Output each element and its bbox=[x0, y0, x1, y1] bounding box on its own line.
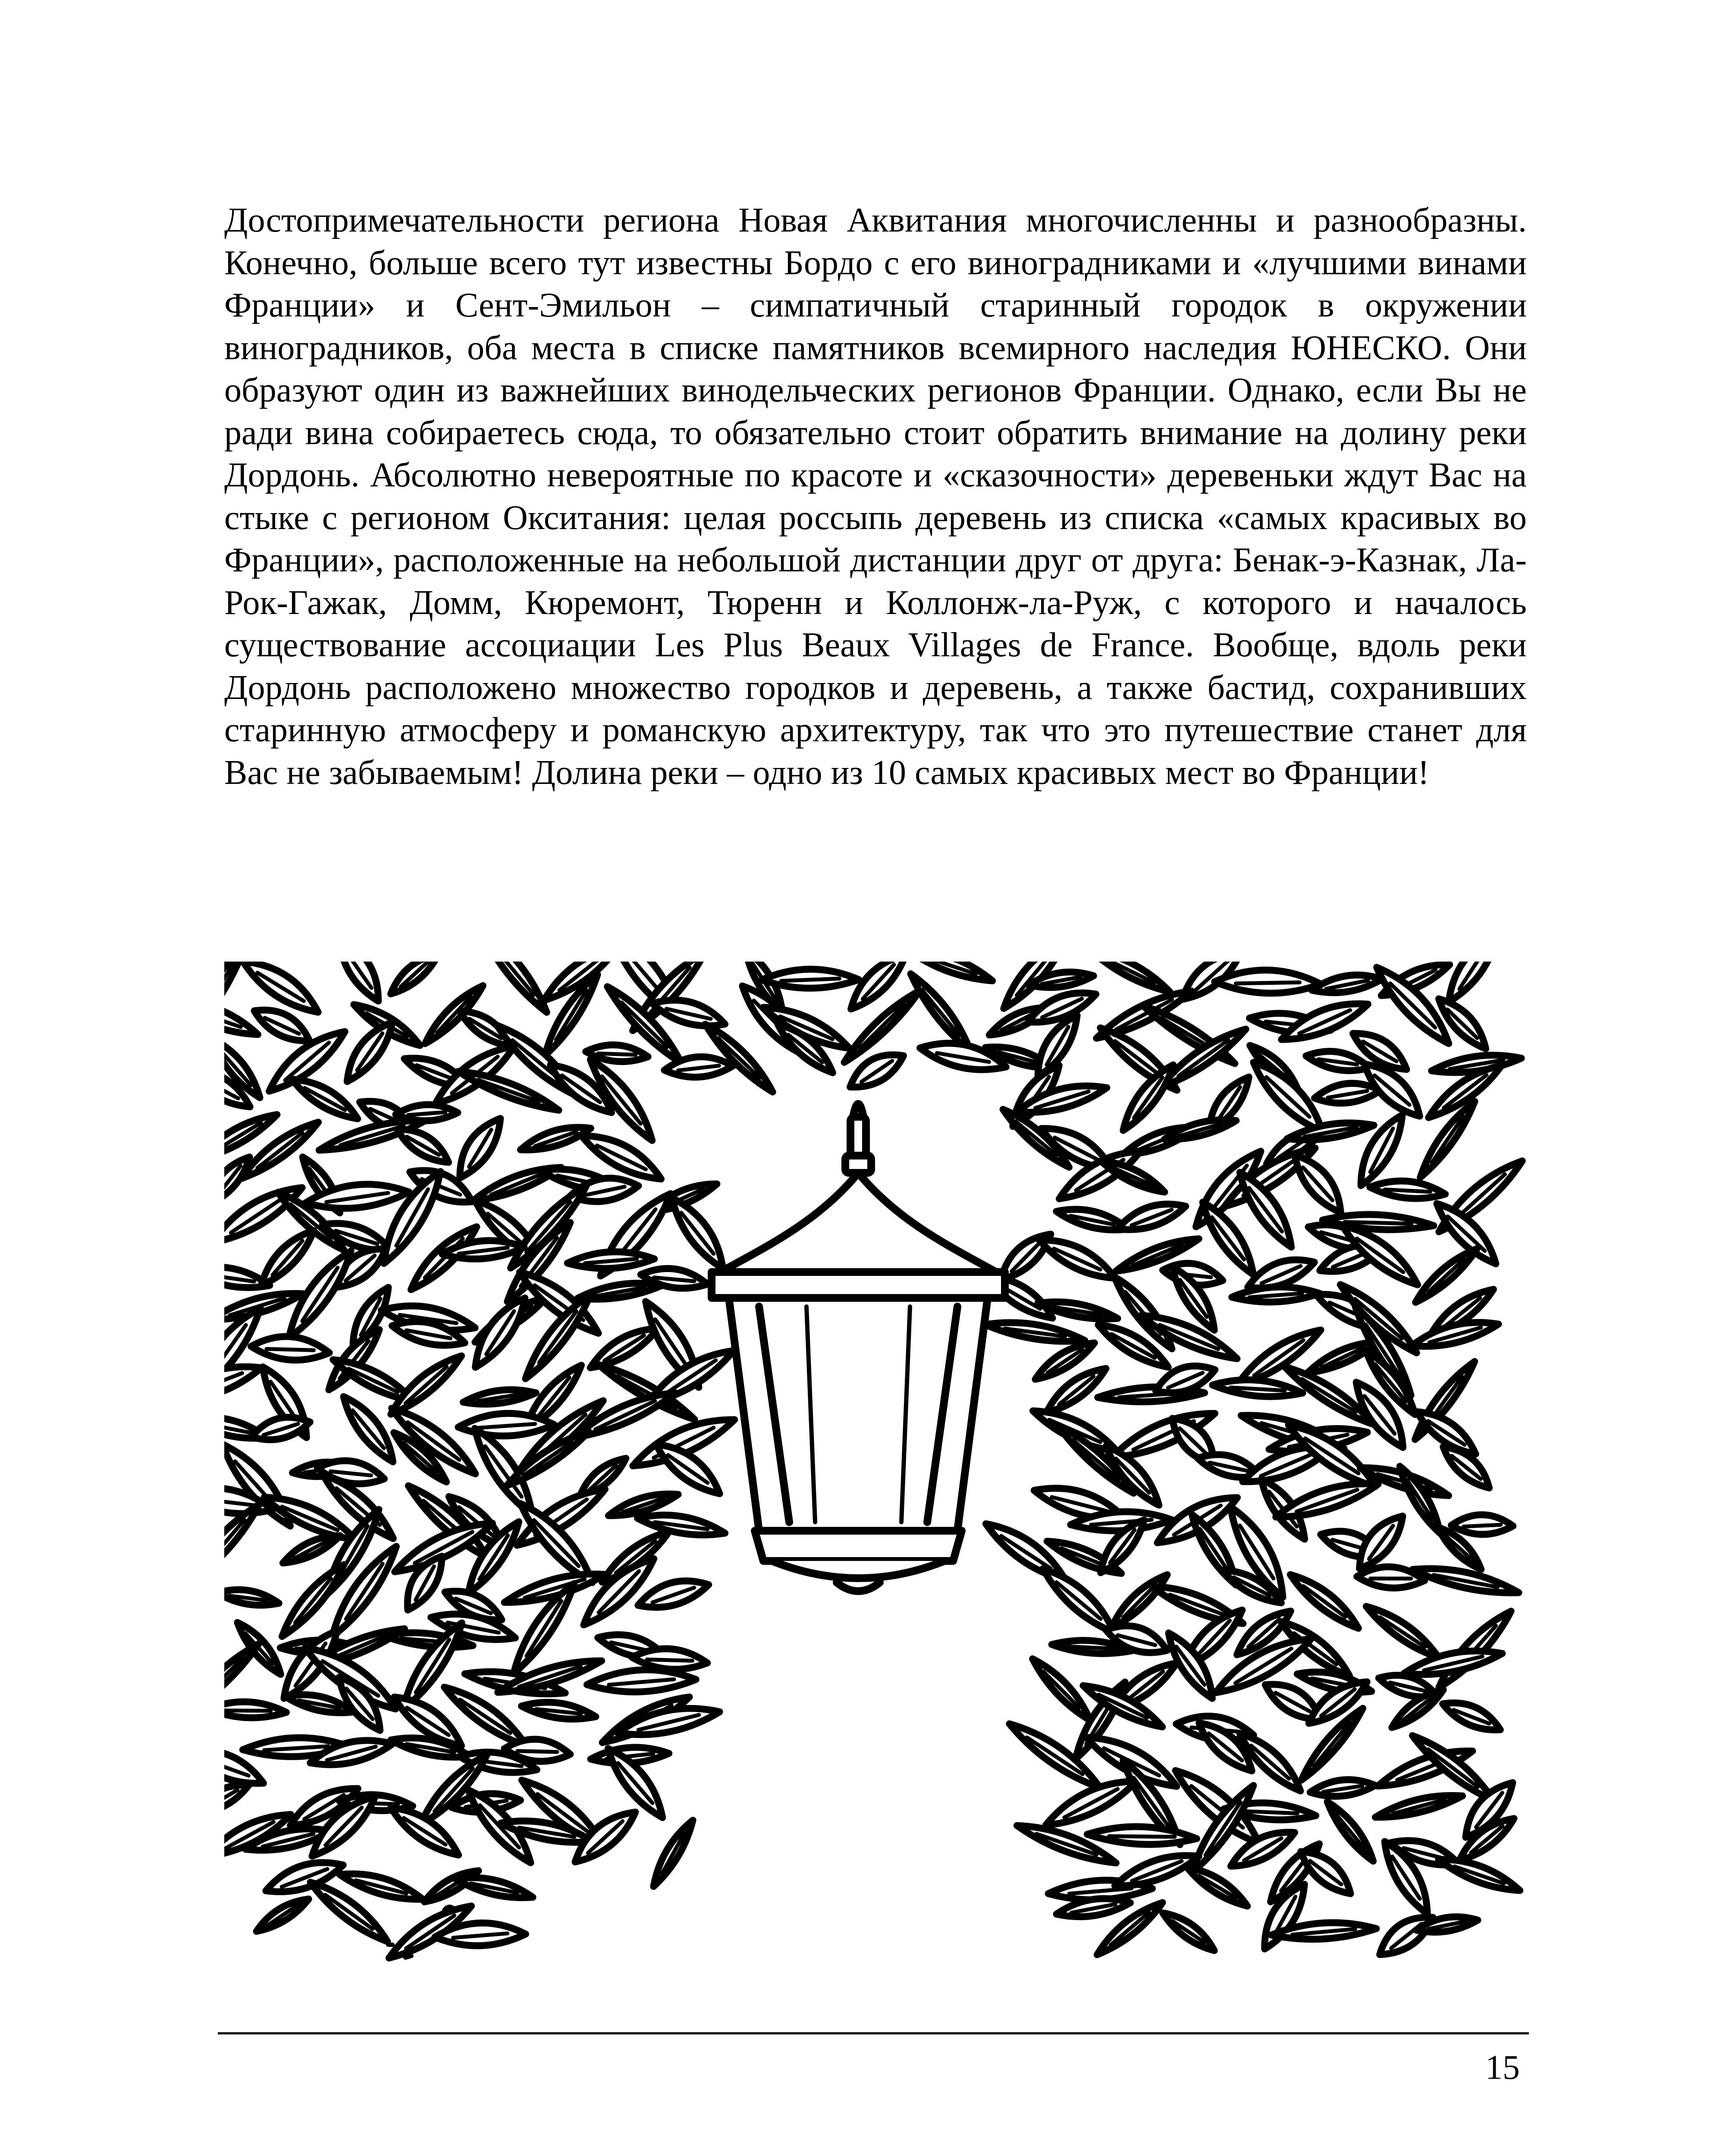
leaf-shape bbox=[391, 962, 439, 994]
leaf-vein bbox=[1068, 1646, 1116, 1648]
footer-divider bbox=[218, 2032, 1529, 2034]
leaf-vein bbox=[598, 1053, 636, 1055]
lantern-leaves-illustration bbox=[224, 962, 1527, 1979]
body-paragraph: Достопримечательности региона Новая Аквитания многочисленны и разнообразны. Конечно, больше всего тут известны Бордо с его виноградниками и «лучшими винами Франции» и Сент-Эмильон – симпатичный старинный городок в окружении виноградников, оба места в списке памятников всемирного наследия ЮНЕСКО. Они образуют один из важнейших винодельческих регионов Франции. Однако, если Вы не ради вина собираетесь сюда, то обязательно стоит обратить внимание на долину реки Дордонь. Абсолютно невероятные по красоте и «сказочности» деревеньки ждут Вас на стыке с регионом Окситания: целая россыпь деревень из списка «самых красивых во Франции», расположенные на небольшой дистанции друг от друга: Бенак-э-Казнак, Ла-Рок-Гажак, Домм, Кюремонт, Тюренн и Коллонж-ла-Руж, с которого и началось существование ассоциации Les Plus Beaux Villages de France. Вообще, вдоль реки Дордонь расположено множество городков и деревень, а также бастид, сохранивших старинную атмосферу и романскую архитектуру, так что это путешествие станет для Вас не забываемым! Долина реки – одно из 10 самых красивых мест во Франции! bbox=[224, 201, 1527, 792]
leaf-vein bbox=[1242, 1811, 1297, 1813]
leaf-vein bbox=[860, 1004, 904, 1048]
leaf-vein bbox=[1236, 982, 1300, 984]
leaf-shape bbox=[1090, 962, 1170, 992]
page-number: 15 bbox=[1485, 2049, 1520, 2087]
leaf-vein bbox=[781, 979, 839, 981]
lantern-drawing bbox=[712, 1104, 1005, 1591]
leaf-shape bbox=[224, 1001, 258, 1034]
leaf-vein bbox=[1464, 1525, 1501, 1526]
leaf-vein bbox=[518, 1751, 557, 1752]
leaf-vein bbox=[1385, 1190, 1430, 1192]
leaf-vein bbox=[1345, 1222, 1412, 1224]
leaf-vein bbox=[647, 1660, 692, 1661]
leaf-vein bbox=[267, 1349, 314, 1350]
